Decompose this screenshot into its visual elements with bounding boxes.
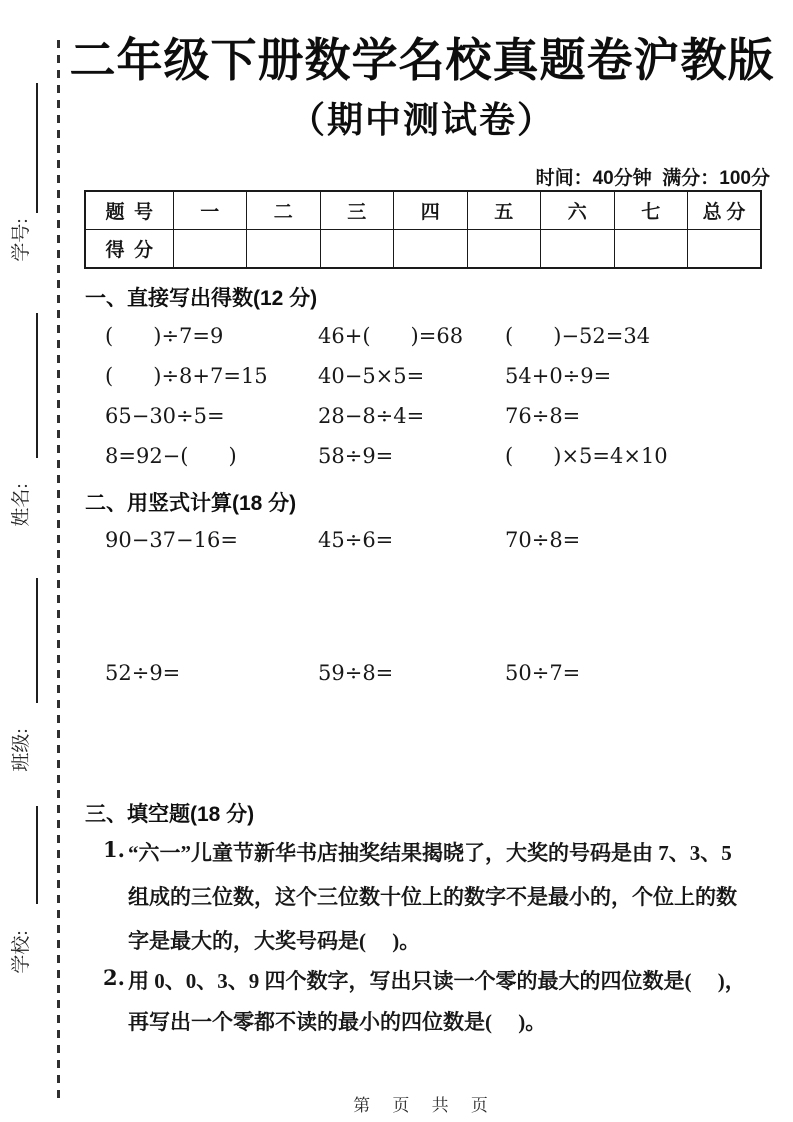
math-problem: 59÷8= — [318, 661, 394, 685]
math-problem: 90−37−16= — [105, 528, 238, 552]
question-1-line-3: 字是最大的，大奖号码是( )。 — [128, 929, 421, 953]
math-problem: 54+0÷9= — [505, 364, 612, 388]
math-problem: 8=92−( ) — [105, 444, 237, 468]
math-problem: 52÷9= — [105, 661, 181, 685]
section-2-row-2 — [0, 661, 793, 689]
score-cell-1 — [173, 230, 247, 269]
class-label: 班级: — [11, 728, 32, 772]
score-cell-7 — [614, 230, 688, 269]
score-table-col-7: 七 — [614, 191, 688, 230]
math-problem: ( )−52=34 — [505, 324, 651, 348]
question-2-number: 2. — [103, 965, 125, 990]
score-table-col-4: 四 — [394, 191, 468, 230]
score-row-label: 得 分 — [85, 230, 173, 269]
score-cell-4 — [394, 230, 468, 269]
score-table-header-row — [85, 191, 761, 230]
score-table-col-5: 五 — [467, 191, 541, 230]
score-table-score-row — [85, 230, 761, 269]
section-1-heading: 一、直接写出得数(12 分) — [85, 287, 318, 310]
score-cell-total — [688, 230, 762, 269]
section-1-row-2 — [0, 364, 793, 392]
page-footer: 第 页 共 页 — [353, 1096, 497, 1115]
score-table-col-3: 三 — [320, 191, 394, 230]
math-problem: 28−8÷4= — [318, 404, 425, 428]
school-blank-line — [36, 806, 38, 904]
question-1-line-1: “六一”儿童节新华书店抽奖结果揭晓了，大奖的号码是由 7、3、5 — [128, 841, 732, 865]
math-problem: 46+( )=68 — [318, 324, 464, 348]
question-1-line-2: 组成的三位数，这个三位数十位上的数字不是最小的，个位上的数 — [128, 885, 737, 909]
score-table-col-total: 总 分 — [688, 191, 762, 230]
math-problem: 45÷6= — [318, 528, 394, 552]
score-cell-5 — [467, 230, 541, 269]
math-problem: 40−5×5= — [318, 364, 425, 388]
school-label: 学校: — [11, 930, 32, 974]
section-2-heading: 二、用竖式计算(18 分) — [85, 492, 297, 515]
score-table-col-2: 二 — [247, 191, 321, 230]
score-cell-2 — [247, 230, 321, 269]
score-table-corner-label: 题 号 — [85, 191, 173, 230]
seal-dashed-line — [57, 40, 60, 1105]
math-problem: 58÷9= — [318, 444, 394, 468]
score-cell-6 — [541, 230, 615, 269]
score-cell-3 — [320, 230, 394, 269]
page-subtitle: （期中测试卷） — [288, 99, 555, 140]
score-table-col-6: 六 — [541, 191, 615, 230]
question-1-number: 1. — [103, 837, 125, 862]
math-problem: 76÷8= — [505, 404, 581, 428]
section-2-row-1 — [0, 528, 793, 556]
math-problem: 50÷7= — [505, 661, 581, 685]
page-title: 二年级下册数学名校真题卷沪教版 — [69, 34, 775, 86]
math-problem: 65−30÷5= — [105, 404, 225, 428]
section-1-row-4 — [0, 444, 793, 472]
math-problem: 70÷8= — [505, 528, 581, 552]
question-2-line-1: 用 0、0、3、9 四个数字，写出只读一个零的最大的四位数是( )， — [128, 969, 746, 993]
score-table — [84, 190, 762, 269]
exam-time-score-info: 时间：40分钟 满分：100分 — [535, 168, 770, 189]
question-2-line-2: 再写出一个零都不读的最小的四位数是( )。 — [128, 1010, 547, 1034]
student-id-blank-line — [36, 83, 38, 213]
math-problem: ( )÷7=9 — [105, 324, 224, 348]
student-id-label: 学号: — [11, 218, 32, 262]
score-table-col-1: 一 — [173, 191, 247, 230]
section-1-row-1 — [0, 324, 793, 352]
section-1-row-3 — [0, 404, 793, 432]
math-problem: ( )×5=4×10 — [505, 444, 668, 468]
math-problem: ( )÷8+7=15 — [105, 364, 268, 388]
student-name-label: 姓名: — [11, 483, 32, 527]
section-3-heading: 三、填空题(18 分) — [85, 803, 255, 826]
